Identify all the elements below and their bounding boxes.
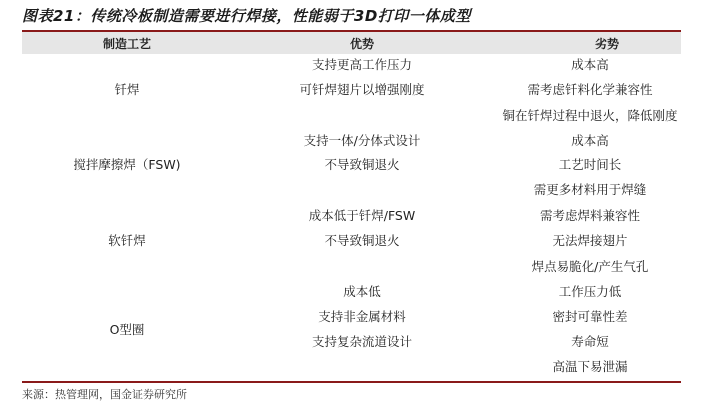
source-note: 来源：热管理网，国金证券研究所 (22, 388, 187, 401)
advantage-item: 支持复杂流道设计 (311, 334, 412, 349)
process-fsw: 搅拌摩擦焊（FSW) (73, 157, 181, 172)
header-advantages: 优势 (349, 37, 374, 51)
advantage-item: 不导致铜退火 (324, 233, 400, 248)
disadvantage-item: 寿命短 (571, 334, 609, 349)
advantage-item: 成本低 (343, 284, 381, 299)
process-brazing: 钎焊 (114, 82, 140, 97)
disadvantage-item: 无法焊接翅片 (552, 233, 628, 248)
advantage-item: 支持非金属材料 (318, 309, 406, 324)
disadvantage-item: 工艺时间长 (558, 157, 622, 172)
advantage-item: 支持更高工作压力 (311, 57, 412, 72)
disadvantage-item: 铜在钎焊过程中退火，降低刚度 (502, 108, 678, 123)
advantage-item: 不导致铜退火 (324, 157, 400, 172)
disadvantage-item: 需更多材料用于焊缝 (533, 182, 647, 197)
disadvantage-item: 需考虑焊料兼容性 (539, 208, 640, 223)
process-o-ring: O型圈 (109, 322, 145, 337)
bottom-rule (22, 381, 681, 383)
figure-title: 图表21：传统冷板制造需要进行焊接，性能弱于3D打印一体成型 (22, 7, 471, 25)
advantage-item: 成本低于钎焊/FSW (308, 208, 416, 223)
disadvantage-item: 成本高 (571, 57, 609, 72)
header-disadvantages: 劣势 (594, 37, 619, 51)
table-header (22, 32, 681, 54)
process-soldering: 软钎焊 (108, 233, 146, 248)
disadvantage-item: 焊点易脆化/产生气孔 (531, 259, 649, 274)
advantage-item: 支持一体/分体式设计 (303, 133, 421, 148)
disadvantage-item: 高温下易泄漏 (552, 359, 628, 374)
disadvantage-item: 需考虑钎料化学兼容性 (527, 82, 653, 97)
disadvantage-item: 成本高 (571, 133, 609, 148)
header-process: 制造工艺 (102, 37, 151, 51)
disadvantage-item: 密封可靠性差 (552, 309, 628, 324)
disadvantage-item: 工作压力低 (558, 284, 622, 299)
advantage-item: 可钎焊翅片以增强刚度 (299, 82, 425, 97)
